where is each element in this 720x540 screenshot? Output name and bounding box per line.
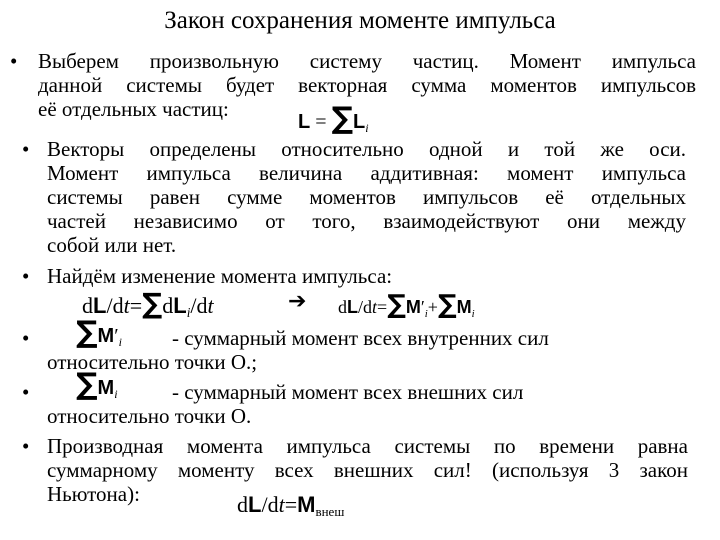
f2-sum3: ∑ bbox=[437, 290, 457, 320]
f2-plus: + bbox=[427, 297, 438, 317]
f2-L2: L bbox=[173, 293, 187, 318]
f2-d3: d bbox=[338, 297, 347, 317]
bullet-5: • bbox=[22, 380, 30, 404]
p6-line-3: Ньютона): bbox=[47, 482, 140, 506]
p2-line-3: системы равен сумме моментов импульсов её отдельных bbox=[47, 185, 686, 209]
f2-L1: L bbox=[93, 293, 107, 318]
f2-M1: M bbox=[405, 297, 421, 317]
f4-sum: ∑ bbox=[76, 367, 98, 402]
p2-line-4: частей независимо от того, взаимодействуют они между bbox=[47, 209, 686, 233]
f2-eq2: = bbox=[377, 297, 388, 317]
f2-sum2: ∑ bbox=[387, 290, 406, 320]
p6-line-2: суммарному моменту всех внешних сил! (используя 3 закон bbox=[47, 458, 688, 482]
f2-M2: M bbox=[456, 297, 472, 317]
f5-d: d bbox=[237, 492, 248, 517]
bullet-1: • bbox=[10, 49, 18, 73]
formula-L-sub: i bbox=[365, 121, 369, 135]
f2-d1: d bbox=[82, 293, 93, 318]
p1-line-3: её отдельных частиц: bbox=[38, 97, 229, 121]
f2-t3: t bbox=[372, 297, 378, 317]
f5-eq: = bbox=[284, 492, 298, 517]
formula-dL-dt bbox=[82, 287, 214, 320]
formula-external-moment bbox=[76, 367, 118, 402]
f2-slash3: /d bbox=[358, 297, 373, 317]
f2-t2: t bbox=[207, 293, 214, 318]
f3-prime: ′ bbox=[114, 325, 119, 347]
bullet-4: • bbox=[22, 326, 30, 350]
f2-M2sub: i bbox=[471, 308, 475, 320]
formula-internal-moment bbox=[76, 315, 122, 350]
arrow-icon: ➔ bbox=[288, 288, 307, 313]
p6-line-1: Производная момента импульса системы по времени равна bbox=[47, 434, 688, 458]
bullet-6: • bbox=[22, 434, 30, 458]
f4-sub: i bbox=[114, 387, 118, 401]
p2-line-5: собой или нет. bbox=[47, 233, 177, 257]
p4-line-2: относительно точки О.; bbox=[47, 350, 258, 374]
f2-slash2: /d bbox=[190, 293, 208, 318]
implies-arrow bbox=[288, 290, 306, 312]
slide-title: Закон сохранения моменте импульса bbox=[164, 7, 556, 34]
f5-M: M bbox=[297, 492, 316, 517]
formula-L-eq: = bbox=[315, 111, 327, 133]
p4-line-1: - суммарный момент всех внутренних сил bbox=[172, 326, 549, 350]
f5-slash: /d bbox=[261, 492, 279, 517]
p3-line-1: Найдём изменение момента импульса: bbox=[47, 264, 393, 288]
f2-eq: = bbox=[129, 293, 143, 318]
p5-line-1: - суммарный момент всех внешних сил bbox=[172, 380, 524, 404]
f5-sub: внеш bbox=[315, 504, 345, 519]
sum-symbol: ∑ bbox=[331, 101, 354, 136]
p5-line-2: относительно точки О. bbox=[47, 404, 252, 428]
f2-slash1: /d bbox=[106, 293, 124, 318]
f5-L: L bbox=[248, 492, 262, 517]
bullet-3: • bbox=[22, 264, 30, 288]
f2-M1sub: i bbox=[424, 308, 428, 320]
f3-sub: i bbox=[118, 335, 122, 349]
p2-line-1: Векторы определены относительно одной и той же оси. bbox=[47, 137, 686, 161]
f2-sum: ∑ bbox=[142, 287, 163, 320]
formula-L-term: L bbox=[353, 111, 366, 133]
f2-L3: L bbox=[347, 297, 358, 317]
bullet-2: • bbox=[22, 137, 30, 161]
f2-t1: t bbox=[123, 293, 130, 318]
f2-sub2: i bbox=[186, 305, 191, 320]
f5-t: t bbox=[278, 492, 285, 517]
f2-M1prime: ′ bbox=[420, 297, 425, 317]
p2-line-2: Момент импульса величина аддитивная: момент импульса bbox=[47, 161, 686, 185]
formula-L-sum bbox=[298, 101, 369, 136]
f2-d2: d bbox=[162, 293, 174, 318]
p1-line-2: данной системы будет векторная сумма моментов импульсов bbox=[38, 73, 696, 97]
formula-dL-dt-external bbox=[237, 494, 344, 518]
f4-M: M bbox=[97, 377, 115, 399]
formula-dL-dt-sum bbox=[338, 292, 475, 320]
formula-L-lhs: L bbox=[298, 111, 311, 133]
f3-sum: ∑ bbox=[76, 315, 98, 350]
p1-line-1: Выберем произвольную систему частиц. Момент импульса bbox=[38, 49, 696, 73]
f3-M: M bbox=[97, 325, 115, 347]
